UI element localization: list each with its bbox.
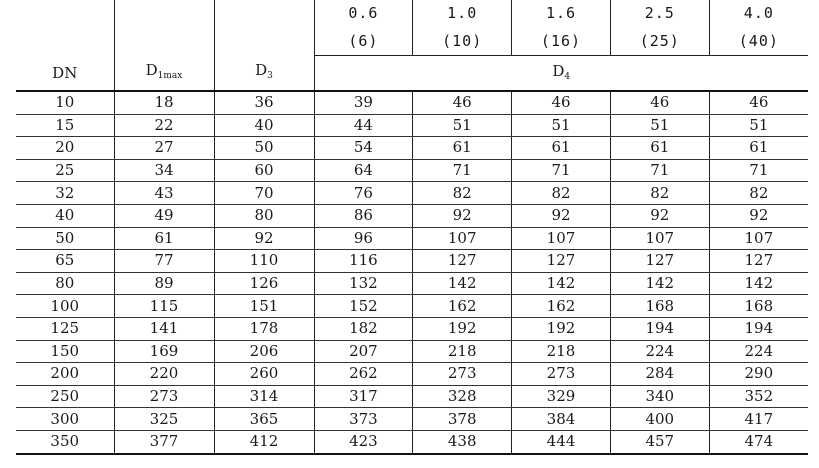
- table-cell: 125: [16, 317, 114, 340]
- table-cell: 100: [16, 295, 114, 318]
- table-row: [16, 250, 808, 273]
- table-cell: 61: [709, 137, 808, 160]
- table-cell: 457: [610, 430, 709, 453]
- bar-value: (25): [639, 31, 680, 50]
- table-row: [16, 385, 808, 408]
- table-cell: 50: [16, 227, 114, 250]
- table-cell: 51: [610, 114, 709, 137]
- table-cell: 65: [16, 250, 114, 273]
- table-cell: 314: [214, 385, 314, 408]
- table-cell: 82: [610, 182, 709, 205]
- pn-value: 0.6: [348, 4, 379, 22]
- table-cell: 352: [709, 385, 808, 408]
- table-cell: 142: [610, 272, 709, 295]
- header-bar-0: [314, 27, 413, 56]
- table-cell: 192: [413, 317, 512, 340]
- flange-dimension-table: [16, 0, 808, 455]
- table-cell: 250: [16, 385, 114, 408]
- table-cell: 328: [413, 385, 512, 408]
- bar-value: (16): [540, 31, 582, 50]
- table-cell: 365: [214, 408, 314, 431]
- table-cell: 46: [512, 91, 611, 114]
- table-cell: 46: [709, 91, 808, 114]
- table-cell: 116: [314, 250, 413, 273]
- header-bar-2: [512, 27, 611, 56]
- table-cell: 377: [114, 430, 214, 453]
- table-cell: 127: [610, 250, 709, 273]
- bar-value: (40): [738, 31, 779, 50]
- table-row: [16, 91, 808, 114]
- table-cell: 178: [214, 317, 314, 340]
- table-cell: 50: [214, 137, 314, 160]
- table-cell: 54: [314, 137, 413, 160]
- table-cell: 273: [413, 363, 512, 386]
- table-cell: 115: [114, 295, 214, 318]
- table-cell: 142: [413, 272, 512, 295]
- table-cell: 127: [709, 250, 808, 273]
- table-cell: 373: [314, 408, 413, 431]
- table-cell: 412: [214, 430, 314, 453]
- table-cell: 141: [114, 317, 214, 340]
- table-cell: 51: [512, 114, 611, 137]
- table-cell: 107: [610, 227, 709, 250]
- table-cell: 34: [114, 159, 214, 182]
- table-cell: 438: [413, 430, 512, 453]
- table-cell: 10: [16, 91, 114, 114]
- table-cell: 194: [610, 317, 709, 340]
- table-cell: 92: [709, 204, 808, 227]
- table-cell: 284: [610, 363, 709, 386]
- table-cell: 80: [16, 272, 114, 295]
- table-cell: 423: [314, 430, 413, 453]
- header-bar-1: [413, 27, 512, 56]
- table-row: [16, 137, 808, 160]
- table-cell: 40: [214, 114, 314, 137]
- table-cell: 71: [610, 159, 709, 182]
- table-cell: 224: [709, 340, 808, 363]
- table-cell: 142: [709, 272, 808, 295]
- table-row: [16, 363, 808, 386]
- table-cell: 207: [314, 340, 413, 363]
- header-pn-3: [610, 0, 709, 27]
- table-cell: 200: [16, 363, 114, 386]
- table-cell: 61: [114, 227, 214, 250]
- table-row: [16, 340, 808, 363]
- bar-value: (6): [348, 31, 379, 50]
- table-cell: 151: [214, 295, 314, 318]
- header-pn-2: [512, 0, 611, 27]
- table-cell: 89: [114, 272, 214, 295]
- table-row: [16, 204, 808, 227]
- table-cell: 92: [610, 204, 709, 227]
- table-cell: 162: [512, 295, 611, 318]
- table-cell: 218: [413, 340, 512, 363]
- table-cell: 290: [709, 363, 808, 386]
- table-cell: 46: [610, 91, 709, 114]
- table-cell: 273: [114, 385, 214, 408]
- table-cell: 162: [413, 295, 512, 318]
- table-row: [16, 272, 808, 295]
- pn-value: 1.6: [545, 4, 577, 22]
- pn-value: 2.5: [644, 4, 675, 22]
- table-cell: 150: [16, 340, 114, 363]
- table-cell: 92: [214, 227, 314, 250]
- table-row: [16, 227, 808, 250]
- table-cell: 76: [314, 182, 413, 205]
- table-cell: 64: [314, 159, 413, 182]
- table-cell: 92: [512, 204, 611, 227]
- table-cell: 82: [709, 182, 808, 205]
- table-cell: 22: [114, 114, 214, 137]
- flange-dimension-table-page: [16, 0, 808, 464]
- table-cell: 61: [512, 137, 611, 160]
- header-d1max-subscript: 1max: [157, 71, 183, 81]
- table-cell: 168: [709, 295, 808, 318]
- header-d3-subscript: 3: [267, 71, 273, 81]
- table-row: [16, 408, 808, 431]
- header-dn-label: DN: [52, 64, 78, 82]
- table-cell: 27: [114, 137, 214, 160]
- header-bar-4: [709, 27, 808, 56]
- table-cell: 224: [610, 340, 709, 363]
- table-cell: 126: [214, 272, 314, 295]
- table-cell: 325: [114, 408, 214, 431]
- header-dn: [16, 0, 114, 91]
- table-cell: 49: [114, 204, 214, 227]
- table-cell: 86: [314, 204, 413, 227]
- table-cell: 107: [709, 227, 808, 250]
- table-cell: 132: [314, 272, 413, 295]
- table-row: [16, 317, 808, 340]
- table-cell: 71: [512, 159, 611, 182]
- table-cell: 51: [413, 114, 512, 137]
- table-cell: 80: [214, 204, 314, 227]
- pn-value: 1.0: [447, 4, 478, 22]
- header-pn-1: [413, 0, 512, 27]
- header-pn-0: [314, 0, 413, 27]
- table-cell: 32: [16, 182, 114, 205]
- table-cell: 127: [413, 250, 512, 273]
- table-cell: 110: [214, 250, 314, 273]
- table-row: [16, 430, 808, 453]
- header-d1max-label: D: [145, 61, 158, 79]
- header-pn-4: [709, 0, 808, 27]
- table-cell: 60: [214, 159, 314, 182]
- table-cell: 71: [413, 159, 512, 182]
- table-cell: 39: [314, 91, 413, 114]
- table-cell: 107: [512, 227, 611, 250]
- header-row-pressure-pn: [16, 0, 808, 27]
- table-cell: 51: [709, 114, 808, 137]
- table-cell: 262: [314, 363, 413, 386]
- table-cell: 384: [512, 408, 611, 431]
- table-cell: 192: [512, 317, 611, 340]
- table-cell: 44: [314, 114, 413, 137]
- table-cell: 260: [214, 363, 314, 386]
- table-cell: 43: [114, 182, 214, 205]
- table-cell: 82: [413, 182, 512, 205]
- header-d4-subscript: 4: [564, 72, 571, 82]
- header-d1max: [114, 0, 214, 91]
- table-cell: 46: [413, 91, 512, 114]
- header-d4-label: D: [552, 62, 565, 80]
- table-cell: 220: [114, 363, 214, 386]
- table-cell: 194: [709, 317, 808, 340]
- table-cell: 273: [512, 363, 611, 386]
- table-cell: 168: [610, 295, 709, 318]
- table-cell: 218: [512, 340, 611, 363]
- table-cell: 400: [610, 408, 709, 431]
- header-d3: [214, 0, 314, 91]
- table-cell: 417: [709, 408, 808, 431]
- table-cell: 40: [16, 204, 114, 227]
- table-cell: 444: [512, 430, 611, 453]
- table-row: [16, 182, 808, 205]
- table-cell: 107: [413, 227, 512, 250]
- header-d4: [314, 56, 808, 92]
- table-cell: 474: [709, 430, 808, 453]
- table-cell: 61: [413, 137, 512, 160]
- table-cell: 18: [114, 91, 214, 114]
- table-cell: 329: [512, 385, 611, 408]
- table-cell: 206: [214, 340, 314, 363]
- table-cell: 71: [709, 159, 808, 182]
- table-cell: 378: [413, 408, 512, 431]
- table-cell: 82: [512, 182, 611, 205]
- table-row: [16, 159, 808, 182]
- table-cell: 70: [214, 182, 314, 205]
- table-cell: 61: [610, 137, 709, 160]
- bar-value: (10): [442, 31, 483, 50]
- table-cell: 142: [512, 272, 611, 295]
- table-cell: 96: [314, 227, 413, 250]
- table-row: [16, 114, 808, 137]
- header-d3-label: D: [255, 61, 268, 79]
- table-cell: 25: [16, 159, 114, 182]
- table-cell: 36: [214, 91, 314, 114]
- table-cell: 20: [16, 137, 114, 160]
- table-cell: 182: [314, 317, 413, 340]
- table-cell: 15: [16, 114, 114, 137]
- table-cell: 92: [413, 204, 512, 227]
- table-row: [16, 295, 808, 318]
- table-cell: 152: [314, 295, 413, 318]
- table-cell: 127: [512, 250, 611, 273]
- table-cell: 350: [16, 430, 114, 453]
- table-cell: 169: [114, 340, 214, 363]
- header-bar-3: [610, 27, 709, 56]
- table-cell: 340: [610, 385, 709, 408]
- table-cell: 317: [314, 385, 413, 408]
- table-cell: 300: [16, 408, 114, 431]
- pn-value: 4.0: [743, 4, 774, 22]
- table-cell: 77: [114, 250, 214, 273]
